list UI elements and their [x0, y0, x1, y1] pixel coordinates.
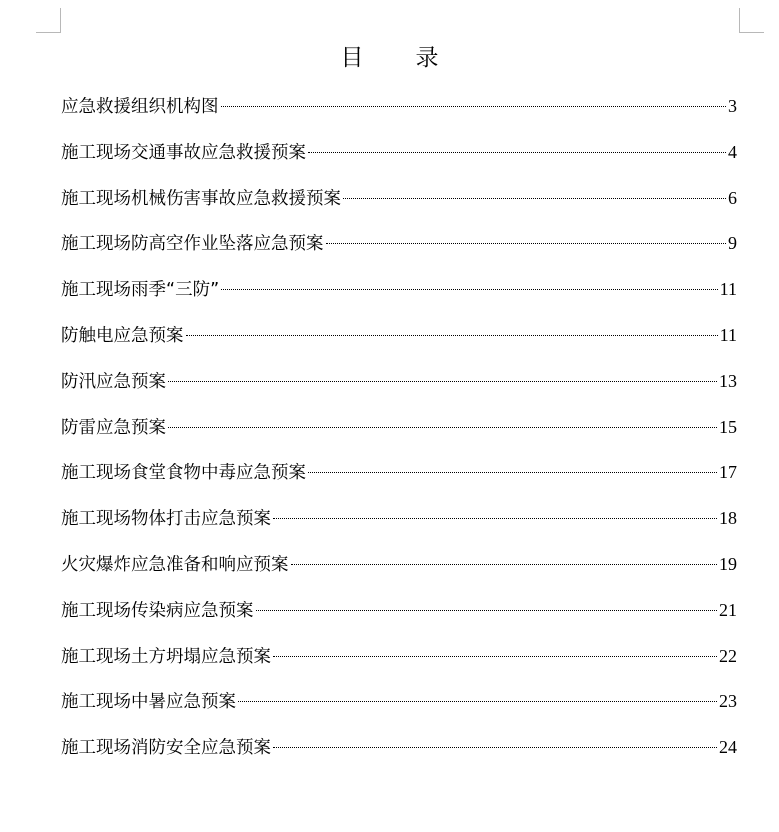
- toc-dot-leader: [273, 656, 717, 657]
- toc-entry[interactable]: [61, 221, 737, 267]
- toc-entry-page-number[interactable]: 22: [719, 645, 737, 666]
- toc-entry[interactable]: [61, 176, 737, 222]
- toc-entry-label[interactable]: 应急救援组织机构图: [61, 97, 219, 117]
- toc-entry-label[interactable]: 施工现场雨季“三防”: [61, 280, 220, 301]
- toc-entry-page-number[interactable]: 18: [719, 508, 737, 529]
- toc-entry-page-number[interactable]: 15: [719, 416, 737, 437]
- toc-dot-leader: [256, 610, 718, 611]
- toc-dot-leader: [221, 289, 718, 290]
- toc-entry-page-number[interactable]: 13: [719, 370, 737, 391]
- toc-dot-leader: [343, 198, 726, 199]
- toc-entry[interactable]: [61, 267, 737, 313]
- toc-entry[interactable]: [61, 405, 737, 451]
- toc-entry-label[interactable]: 防雷应急预案: [61, 417, 166, 438]
- toc-entry-page-number[interactable]: 11: [719, 279, 737, 300]
- toc-entry-label[interactable]: 施工现场土方坍塌应急预案: [61, 646, 271, 667]
- toc-dot-leader: [168, 427, 717, 428]
- toc-heading: [0, 40, 779, 76]
- toc-entry[interactable]: [61, 679, 737, 725]
- crop-mark-top-left: [36, 8, 61, 33]
- toc-entry-label[interactable]: 火灾爆炸应急准备和响应预案: [61, 554, 289, 575]
- toc-entry-page-number[interactable]: 9: [728, 233, 737, 254]
- toc-entry-label[interactable]: 施工现场传染病应急预案: [61, 600, 254, 621]
- toc-entry-page-number[interactable]: 23: [719, 691, 737, 712]
- toc-entry-page-number[interactable]: 11: [719, 324, 737, 345]
- toc-entry-page-number[interactable]: 21: [719, 599, 737, 620]
- toc-entry-label[interactable]: 施工现场防高空作业坠落应急预案: [61, 234, 324, 255]
- toc-entry-label[interactable]: 施工现场食堂食物中毒应急预案: [61, 463, 306, 484]
- toc-entry[interactable]: [61, 450, 737, 496]
- toc-entry-page-number[interactable]: 4: [728, 141, 737, 162]
- toc-entry[interactable]: [61, 542, 737, 588]
- toc-entry-page-number[interactable]: 6: [728, 187, 737, 208]
- toc-entry-page-number[interactable]: 19: [719, 553, 737, 574]
- table-of-contents: [61, 84, 737, 771]
- toc-dot-leader: [238, 701, 717, 702]
- toc-dot-leader: [308, 472, 717, 473]
- toc-entry-label[interactable]: 施工现场中暑应急预案: [61, 692, 236, 713]
- toc-entry[interactable]: [61, 634, 737, 680]
- toc-entry-label[interactable]: 防汛应急预案: [61, 371, 166, 392]
- toc-entry[interactable]: [61, 496, 737, 542]
- toc-dot-leader: [186, 335, 718, 336]
- toc-entry-label[interactable]: 施工现场物体打击应急预案: [61, 509, 271, 530]
- toc-entry[interactable]: [61, 313, 737, 359]
- toc-dot-leader: [308, 152, 726, 153]
- toc-entry[interactable]: [61, 84, 737, 130]
- toc-heading-left: 目: [340, 45, 364, 71]
- toc-dot-leader: [221, 106, 727, 107]
- crop-mark-top-right: [739, 8, 764, 33]
- toc-entry-page-number[interactable]: 24: [719, 737, 737, 758]
- toc-entry[interactable]: [61, 588, 737, 634]
- toc-dot-leader: [273, 518, 717, 519]
- toc-entry-page-number[interactable]: 3: [728, 96, 737, 116]
- toc-entry[interactable]: [61, 359, 737, 405]
- toc-entry[interactable]: [61, 130, 737, 176]
- toc-heading-right: 录: [415, 45, 439, 71]
- toc-entry-label[interactable]: 施工现场消防安全应急预案: [61, 738, 271, 759]
- toc-entry-label[interactable]: 施工现场机械伤害事故应急救援预案: [61, 188, 341, 209]
- toc-dot-leader: [168, 381, 717, 382]
- toc-dot-leader: [273, 747, 717, 748]
- toc-dot-leader: [326, 243, 727, 244]
- toc-entry-page-number[interactable]: 17: [719, 462, 737, 483]
- toc-entry-label[interactable]: 防触电应急预案: [61, 325, 184, 346]
- toc-entry-label[interactable]: 施工现场交通事故应急救援预案: [61, 142, 306, 163]
- toc-dot-leader: [291, 564, 718, 565]
- toc-entry[interactable]: [61, 725, 737, 771]
